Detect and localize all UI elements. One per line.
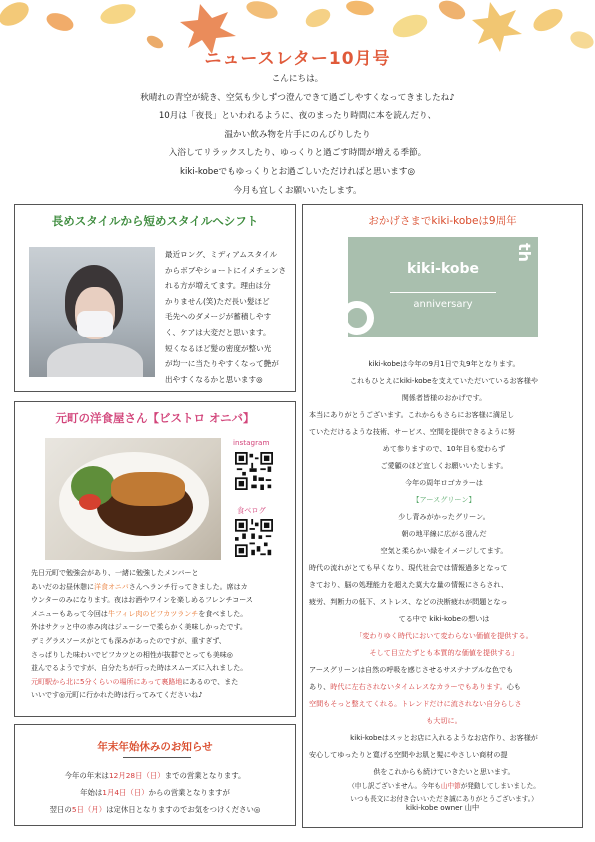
holiday-text-line bbox=[15, 784, 295, 801]
anniversary-text-line bbox=[309, 780, 579, 793]
owner-signature: kiki-kobe owner 山中 bbox=[405, 803, 480, 812]
holiday-notice-text bbox=[15, 767, 295, 818]
anniversary-text-segment: 山中節 bbox=[440, 782, 461, 790]
bistro-text-segment: デミグラスソースがとても深みがあったのですが、重すぎず、 bbox=[31, 636, 226, 645]
instagram-label: instagram bbox=[233, 438, 270, 447]
intro-line: kiki-kobeでもゆっくりとお過ごしいただければと思います◎ bbox=[180, 166, 415, 177]
anniversary-text-segment: 空間もそっと整えてくれる。トレンドだけに流されない自分らしさ bbox=[309, 699, 522, 708]
anniversary-text-segment: 供をこれからも続けていきたいと思います。 bbox=[373, 767, 515, 776]
intro-line: 温かい飲み物を片手にのんびりしたり bbox=[224, 129, 371, 140]
anniversary-text-segment: ていただけるような技術、サービス、空間を提供できるように努 bbox=[309, 427, 515, 436]
anniversary-text-segment: 「変わりゆく時代において変わらない価値を提供する。 bbox=[355, 631, 533, 640]
anniversary-text-segment: きており、脳の処理能力を超えた莫大な量の情報にさらされ、 bbox=[309, 580, 509, 589]
anniversary-text-line bbox=[309, 644, 579, 661]
bistro-text-line bbox=[31, 594, 287, 608]
intro-text bbox=[80, 70, 515, 200]
bistro-text-segment: さっぱりした味わいでビフカツとの相性が抜群でとっても美味◎ bbox=[31, 650, 233, 659]
anniversary-text-line bbox=[309, 729, 579, 746]
logo-subtitle: anniversary bbox=[413, 299, 473, 310]
hair-text-line: 最近ロング、ミディアムスタイル bbox=[165, 250, 278, 259]
anniversary-text-line bbox=[309, 712, 579, 729]
anniversary-text-segment: 時代に左右されないタイムレスなカラーでもあります。 bbox=[330, 682, 507, 691]
holiday-text-segment: 翌日の bbox=[49, 805, 72, 814]
holiday-notice-section bbox=[14, 724, 296, 826]
holiday-notice-title: 年末年始休みのお知らせ bbox=[97, 741, 213, 753]
holiday-text-line bbox=[15, 801, 295, 818]
bistro-text-segment: 牛フィレ肉のビフカツランチ bbox=[107, 609, 199, 618]
anniversary-text-line bbox=[309, 355, 579, 372]
intro-line: 秋晴れの青空が続き、空気も少しずつ澄んできて過ごしやすくなってきましたね♪ bbox=[140, 92, 455, 103]
anniversary-text-segment: 朝の地平線に広がる澄んだ bbox=[401, 529, 487, 538]
holiday-text-segment: 1月4日（日） bbox=[102, 788, 149, 797]
anniversary-text-segment: 疲労、判断力の低下、ストレス、などの決断疲れが問題となっ bbox=[309, 597, 508, 606]
anniversary-text-line bbox=[309, 389, 579, 406]
bistro-text-line bbox=[31, 649, 287, 663]
anniversary-text-line bbox=[309, 508, 579, 525]
intro-line: 今月も宜しくお願いいたします。 bbox=[233, 185, 362, 196]
holiday-text-segment: までの営業となります。 bbox=[164, 771, 246, 780]
holiday-text-segment: からの営業となりますが bbox=[148, 788, 230, 797]
bistro-text-line bbox=[31, 608, 287, 622]
logo-th-mark: th bbox=[514, 242, 534, 263]
anniversary-text-segment: 今年の周年ロゴカラーは bbox=[404, 478, 484, 487]
newsletter-title: ニュースレター10月号 bbox=[204, 49, 391, 69]
holiday-title-underline bbox=[123, 757, 191, 758]
bistro-text-segment: 先日元町で勉強会があり、一緒に勉強したメンバーと bbox=[31, 569, 199, 577]
anniversary-text-segment: 関係者皆様のおかげです。 bbox=[401, 393, 487, 402]
logo-brand-text: kiki-kobe bbox=[406, 261, 480, 277]
anniversary-text-line bbox=[309, 593, 579, 610]
logo-divider bbox=[390, 292, 496, 293]
intro-line: 入浴してリラックスしたり、ゆっくりと過ごす時間が増える季節。 bbox=[168, 148, 427, 159]
anniversary-text-segment: kiki-kobeは今年の9月1日で丸9年となります。 bbox=[368, 359, 520, 368]
anniversary-text-line bbox=[309, 542, 579, 559]
hair-style-section bbox=[14, 204, 296, 392]
anniversary-text bbox=[309, 355, 579, 805]
anniversary-text-segment: が発動してしまいました。 bbox=[460, 782, 540, 790]
anniversary-text-segment: kiki-kobeはスッとお店に入れるようなお店作り、お客様が bbox=[350, 733, 538, 742]
holiday-text-segment: 5日（月） bbox=[71, 805, 107, 814]
bistro-section-title: 元町の洋食屋さん【ビストロ オニバ】 bbox=[55, 411, 255, 425]
anniversary-text-segment: いつも長文にお付き合いいただき誠にありがとうございます。） bbox=[350, 794, 538, 803]
anniversary-text-segment: てる中で kiki-kobeの想いは bbox=[398, 614, 490, 623]
anniversary-text-line bbox=[309, 406, 579, 423]
anniversary-text-line bbox=[309, 491, 579, 508]
anniversary-text-segment: 心も bbox=[506, 682, 521, 691]
anniversary-text-segment: そして目立たずとも本質的な価値を提供する」 bbox=[369, 648, 519, 657]
anniversary-text-line bbox=[309, 763, 579, 780]
holiday-text-segment: 今年の年末は bbox=[64, 771, 109, 780]
hair-text-line: れる方が増えてます。理由は分 bbox=[165, 281, 271, 291]
anniversary-section bbox=[302, 204, 583, 828]
anniversary-text-segment: 安心してゆったりと寛げる空間やお肌と髪にやさしい商材の提 bbox=[309, 750, 508, 759]
anniversary-text-line bbox=[309, 372, 579, 389]
bistro-text-segment: 外はサクッと中の赤み肉はジューシーで柔らかく美味しかったです。 bbox=[31, 623, 247, 632]
intro-line: こんにちは。 bbox=[271, 74, 324, 84]
bistro-text-segment: 洋食オニバ bbox=[94, 582, 129, 591]
anniversary-text-line bbox=[309, 610, 579, 627]
holiday-text-segment: 12月28日（日） bbox=[108, 771, 165, 780]
anniversary-text-segment: ご愛顧のほど宜しくお願いいたします。 bbox=[380, 461, 508, 470]
anniversary-text-line bbox=[309, 576, 579, 593]
bistro-text-segment: 元町駅から北に5分くらいの場所にあって bbox=[31, 677, 162, 686]
anniversary-logo bbox=[348, 237, 538, 337]
anniversary-text-segment: めて参りますので、10年目も変わらず bbox=[382, 444, 506, 453]
anniversary-text-line bbox=[309, 423, 579, 440]
bistro-text-line bbox=[31, 676, 287, 690]
hair-section-title: 長めスタイルから短めスタイルへシフト bbox=[51, 214, 259, 228]
bistro-text-segment: を食べました。 bbox=[198, 609, 248, 618]
anniversary-title: おかげさまでkiki-kobeは9周年 bbox=[368, 215, 517, 227]
anniversary-text-segment: アースグリーンは自然の呼吸を感じさせるサステナブルな色でも bbox=[309, 665, 514, 674]
bistro-text-line bbox=[31, 635, 287, 649]
hair-text-line: かりません(笑)ただ長い髪ほど bbox=[165, 296, 270, 306]
intro-line: 10月は「夜長」といわれるように、夜のまったり時間に本を読んだり、 bbox=[158, 111, 437, 122]
bistro-text-segment: にあるので、また bbox=[182, 677, 239, 686]
hair-text-line: からボブやショートにイメチェンさ bbox=[165, 265, 287, 275]
holiday-text-segment: 年始は bbox=[80, 788, 103, 797]
anniversary-text-line bbox=[309, 474, 579, 491]
bistro-text-segment: さんへランチ行ってきました。席はカ bbox=[128, 582, 248, 591]
anniversary-text-line bbox=[309, 746, 579, 763]
bistro-text-segment: 並んでるようですが、自分たちが行った時はスムーズに入れました。 bbox=[31, 664, 248, 673]
bistro-text-line bbox=[31, 581, 287, 595]
bistro-text-segment: あいだのお昼休憩に bbox=[31, 582, 94, 591]
anniversary-text-line bbox=[309, 627, 579, 644]
anniversary-text-segment: も大切に。 bbox=[426, 716, 462, 725]
anniversary-text-segment: 空気と柔らかい緑をイメージしてます。 bbox=[380, 546, 508, 555]
tabelog-qr-code[interactable] bbox=[235, 519, 273, 557]
bistro-text-segment: 裏路地 bbox=[161, 677, 183, 686]
anniversary-text-line bbox=[309, 695, 579, 712]
anniversary-text-segment: （申し訳ございません。今年も bbox=[348, 782, 441, 790]
bistro-text-line bbox=[31, 621, 287, 635]
bistro-text-line bbox=[31, 689, 287, 703]
holiday-text-line bbox=[15, 767, 295, 784]
bistro-text-segment: メニューもあって今回は bbox=[31, 609, 108, 618]
hair-text-line: が均一に当たりやすくなって艶が bbox=[165, 359, 279, 369]
anniversary-text-segment: 【アースグリーン】 bbox=[412, 495, 476, 504]
anniversary-text-segment: あり、 bbox=[309, 682, 331, 691]
anniversary-text-segment: これもひとえにkiki-kobeを支えていただいているお客様や bbox=[350, 376, 538, 385]
anniversary-text-line bbox=[309, 661, 579, 678]
beef-cutlet-photo bbox=[45, 438, 221, 560]
hair-text-line: く、ケアは大変だと思います。 bbox=[165, 327, 271, 337]
bistro-text-line bbox=[31, 567, 287, 581]
anniversary-text-line bbox=[309, 457, 579, 474]
anniversary-text-line bbox=[309, 440, 579, 457]
anniversary-text-segment: 本当にありがとうございます。これからもさらにお客様に満足し bbox=[309, 410, 515, 419]
anniversary-text-segment: 時代の流れがとても早くなり、現代社会では情報過多となって bbox=[309, 563, 508, 572]
short-hair-photo bbox=[29, 247, 155, 377]
hair-section-text bbox=[165, 247, 289, 387]
instagram-qr-code[interactable] bbox=[235, 452, 273, 490]
anniversary-text-line bbox=[309, 678, 579, 695]
bistro-text-line bbox=[31, 662, 287, 676]
bistro-text-segment: ウンターのみになります。夜はお酒やワインを楽しめるフレンチコース bbox=[31, 596, 253, 605]
hair-text-line: 毛先へのダメージが蓄積しやす bbox=[165, 312, 272, 322]
bistro-text-segment: いいです◎元町に行かれた時は行ってみてくださいね♪ bbox=[31, 691, 203, 700]
tabelog-label: 食べログ bbox=[237, 506, 266, 515]
anniversary-text-line bbox=[309, 525, 579, 542]
hair-text-line: 出やすくなるかと思います◎ bbox=[165, 374, 263, 384]
anniversary-text-segment: 少し青みがかったグリーン。 bbox=[398, 512, 490, 521]
anniversary-text-line bbox=[309, 559, 579, 576]
bistro-section bbox=[14, 401, 296, 717]
bistro-section-text bbox=[31, 567, 287, 703]
holiday-text-segment: は定休日となりますのでお気をつけください◎ bbox=[106, 805, 261, 814]
hair-text-line: 短くなるほど髪の密度が整い光 bbox=[165, 343, 272, 353]
